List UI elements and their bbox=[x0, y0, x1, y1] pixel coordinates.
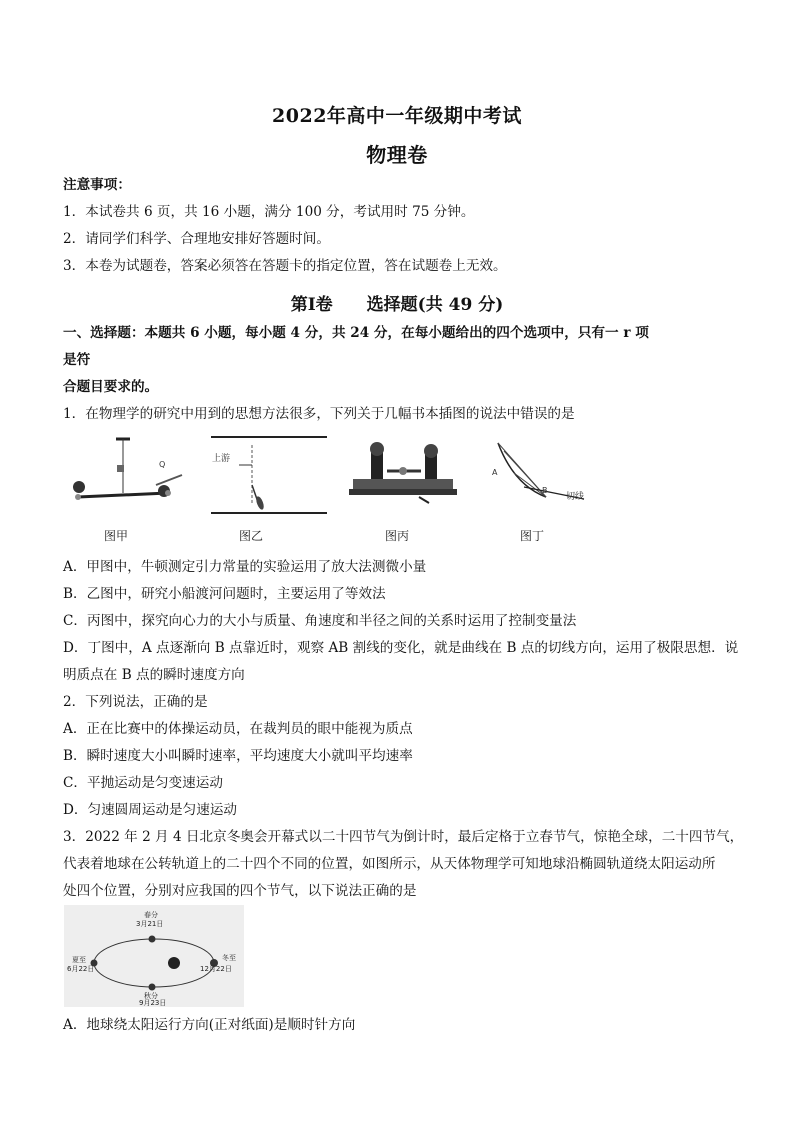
river-boat-diagram bbox=[207, 435, 327, 550]
question-3-stem: 3．2022 年 2 月 4 日北京冬奥会开幕式以二十四节气为倒计时，最后定格于立春节气，惊艳全球，二十四节气， bbox=[63, 829, 744, 845]
question-1-option-cont: 明质点在 B 点的瞬时速度方向 bbox=[63, 667, 245, 683]
figure-ding bbox=[484, 435, 596, 550]
notice-item: 3．本卷为试题卷，答案必须答在答题卡的指定位置，答在试题卷上无效。 bbox=[63, 258, 507, 274]
question-1-option: B．乙图中，研究小船渡河问题时，主要运用了等效法 bbox=[63, 586, 386, 602]
question-1-option: C．丙图中，探究向心力的大小与质量、角速度和半径之间的关系时运用了控制变量法 bbox=[63, 613, 577, 629]
section-title: 第Ⅰ卷 选择题(共 49 分) bbox=[290, 295, 504, 315]
question-2-option: A．正在比赛中的体操运动员，在裁判员的眼中能视为质点 bbox=[63, 721, 413, 737]
svg-text:6月22日: 6月22日 bbox=[67, 965, 95, 973]
torsion-balance-diagram bbox=[64, 435, 199, 550]
earth-icon bbox=[149, 936, 156, 943]
label-a: A bbox=[492, 468, 498, 477]
svg-text:夏至: 夏至 bbox=[72, 956, 86, 964]
question-2-option: D．匀速圆周运动是匀速运动 bbox=[63, 802, 238, 818]
question-2-stem: 2．下列说法，正确的是 bbox=[63, 694, 208, 710]
svg-text:冬至: 冬至 bbox=[222, 954, 236, 962]
notice-item: 2．请同学们科学、合理地安排好答题时间。 bbox=[63, 231, 330, 247]
figure-caption: 图甲 bbox=[104, 529, 129, 543]
svg-text:9月23日: 9月23日 bbox=[139, 999, 167, 1007]
svg-text:春分: 春分 bbox=[144, 911, 158, 919]
part1-instruction: 是符 bbox=[63, 352, 91, 368]
figure-bing bbox=[347, 435, 462, 550]
figure-caption: 图丙 bbox=[385, 529, 410, 543]
question-1-figures bbox=[64, 435, 594, 550]
question-1-stem: 1．在物理学的研究中用到的思想方法很多，下列关于几幅书本插图的说法中错误的是 bbox=[63, 406, 575, 422]
question-3-stem: 处四个位置，分别对应我国的四个节气，以下说法正确的是 bbox=[63, 883, 417, 899]
question-2-option: C．平抛运动是匀变速运动 bbox=[63, 775, 223, 791]
question-3-option: A．地球绕太阳运行方向(正对纸面)是顺时针方向 bbox=[63, 1017, 356, 1033]
figure-caption: 图丁 bbox=[520, 529, 545, 543]
label-upstream: 上游 bbox=[212, 454, 231, 464]
svg-text:秋分: 秋分 bbox=[144, 992, 158, 1000]
centripetal-apparatus-diagram bbox=[347, 435, 462, 550]
part1-instruction: 一、选择题：本题共 6 小题，每小题 4 分，共 24 分，在每小题给出的四个选项中，只有一 r 项 bbox=[63, 325, 649, 341]
notice-item: 1．本试卷共 6 页，共 16 小题，满分 100 分，考试用时 75 分钟。 bbox=[63, 204, 475, 220]
figure-yi bbox=[207, 435, 327, 550]
figure-jia bbox=[64, 435, 199, 550]
label-q: Q bbox=[159, 460, 166, 469]
question-1-option: D．丁图中，A 点逐渐向 B 点靠近时，观察 AB 割线的变化，就是曲线在 B 点的切线方向，运用了极限思想．说 bbox=[63, 640, 739, 656]
question-1-option: A．甲图中，牛顿测定引力常量的实验运用了放大法测微小量 bbox=[63, 559, 427, 575]
figure-caption: 图乙 bbox=[239, 529, 264, 543]
question-3-stem: 代表着地球在公转轨道上的二十四个不同的位置，如图所示，从天体物理学可知地球沿椭圆轨道绕太阳运动所 bbox=[63, 856, 716, 872]
svg-text:12月22日: 12月22日 bbox=[200, 965, 232, 973]
tangent-limit-diagram bbox=[484, 435, 596, 550]
label-b: B bbox=[542, 486, 548, 495]
earth-icon bbox=[149, 984, 156, 991]
exam-title: 2022年高中一年级期中考试 bbox=[272, 105, 522, 127]
svg-text:3月21日: 3月21日 bbox=[136, 920, 164, 928]
question-3-orbit-figure bbox=[64, 905, 244, 1007]
notice-heading: 注意事项： bbox=[63, 177, 131, 193]
label-tangent: 切线 bbox=[566, 492, 585, 502]
sun-icon bbox=[168, 957, 180, 969]
question-2-option: B．瞬时速度大小叫瞬时速率，平均速度大小就叫平均速率 bbox=[63, 748, 413, 764]
earth-orbit-diagram bbox=[64, 905, 244, 1007]
part1-instruction: 合题目要求的。 bbox=[63, 379, 159, 395]
exam-subtitle: 物理卷 bbox=[366, 143, 428, 167]
